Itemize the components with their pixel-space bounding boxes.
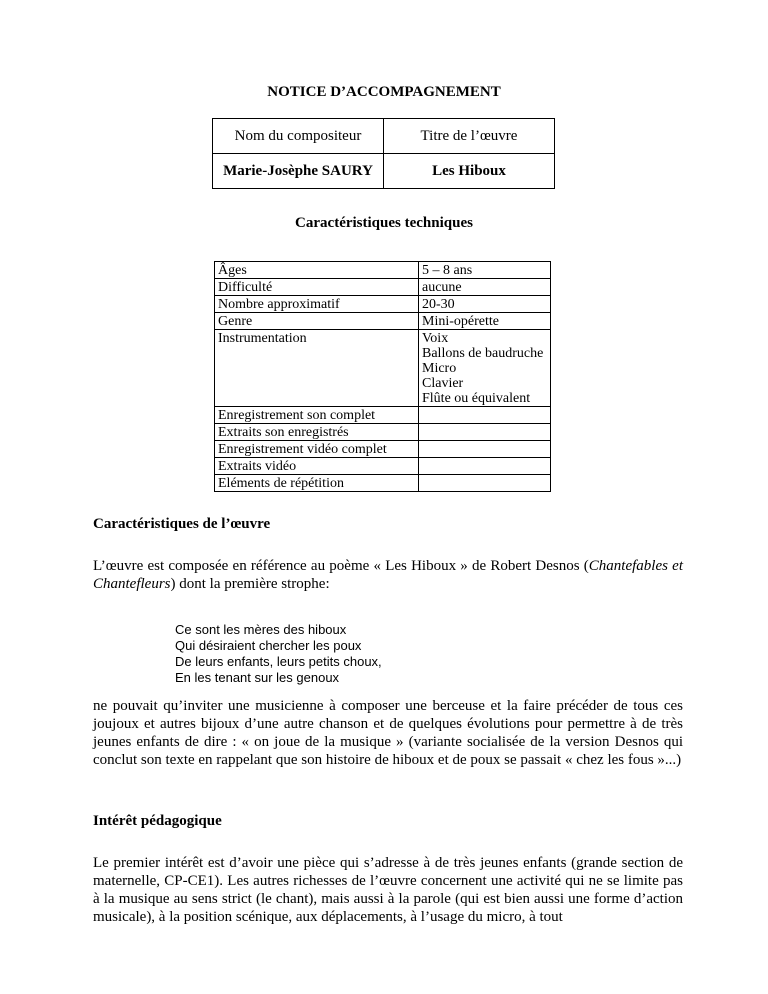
tech-value-instruments (419, 330, 551, 407)
tech-label: Extraits son enregistrés (215, 424, 419, 441)
tech-value: Mini-opérette (419, 313, 551, 330)
tech-value (419, 475, 551, 492)
tech-label: Enregistrement vidéo complet (215, 441, 419, 458)
tech-value: 5 – 8 ans (419, 262, 551, 279)
instrument-line: Voix (422, 331, 449, 346)
composer-name: Marie-Josèphe SAURY (213, 154, 384, 189)
instrument-line: Flûte ou équivalent (422, 391, 531, 406)
tech-value (419, 424, 551, 441)
poem-line: Ce sont les mères des hiboux (175, 622, 347, 637)
table-row (215, 424, 551, 441)
intro-text-b: ) dont la première strophe: (170, 576, 330, 592)
instrument-line: Ballons de baudruche (422, 346, 544, 361)
tech-label: Extraits vidéo (215, 458, 419, 475)
tech-label: Difficulté (215, 279, 419, 296)
tech-heading: Caractéristiques techniques (295, 215, 473, 231)
tech-table (214, 261, 551, 492)
tech-value (419, 441, 551, 458)
tech-value: aucune (419, 279, 551, 296)
table-row (215, 441, 551, 458)
poem-line: De leurs enfants, leurs petits choux, (175, 654, 382, 669)
table-row (215, 262, 551, 279)
section-heading-pedagogy: Intérêt pédagogique (93, 813, 222, 829)
instrument-line: Micro (422, 361, 457, 376)
table-row (215, 330, 551, 407)
tech-label: Enregistrement son complet (215, 407, 419, 424)
tech-value (419, 407, 551, 424)
tech-label: Âges (215, 262, 419, 279)
composer-label: Nom du compositeur (213, 119, 384, 154)
table-row (215, 458, 551, 475)
work-title-label: Titre de l’œuvre (384, 119, 555, 154)
intro-book-title: Chantefables et Chantefleurs (93, 558, 683, 592)
tech-label: Eléments de répétition (215, 475, 419, 492)
work-title: Les Hiboux (384, 154, 555, 189)
tech-value: 20-30 (419, 296, 551, 313)
poem-line: Qui désiraient chercher les poux (175, 638, 362, 653)
composer-work-table (212, 118, 555, 189)
section-heading-work: Caractéristiques de l’œuvre (93, 516, 271, 532)
page-title: NOTICE D’ACCOMPAGNEMENT (267, 84, 501, 100)
tech-label: Nombre approximatif (215, 296, 419, 313)
table-row (215, 475, 551, 492)
instrumentation-label: Instrumentation (218, 331, 307, 346)
tech-value (419, 458, 551, 475)
table-row (215, 279, 551, 296)
intro-text-a: L’œuvre est composée en référence au poème « Les Hiboux » de Robert Desnos ( (93, 558, 589, 574)
section-pedagogy-body: Le premier intérêt est d’avoir une pièce qui s’adresse à de très jeunes enfants (grande section de maternelle, CP-CE1). Les autres richesses de l’œuvre concernent une activité qui ne se limite pas à la musique au sens strict (le chant), mais aussi à la parole (qui est bien aussi une forme d’action musicale), à la position scénique, aux déplacements, à l’usage du micro, à tout (93, 855, 683, 925)
table-row (215, 296, 551, 313)
section-work-intro (93, 557, 683, 593)
instrument-line: Clavier (422, 376, 464, 391)
poem-stanza (175, 622, 382, 686)
section-work-body: ne pouvait qu’inviter une musicienne à composer une berceuse et la faire précéder de tous ces joujoux et autres bijoux d’une autre chanson et de quelques évolutions pour permettre à de très jeunes enfants de dire : « on joue de la musique » (variante socialisée de la version Desnos qui conclut son texte en rappelant que son histoire de hiboux et de poux se passait « chez les fous »...) (93, 698, 683, 768)
table-row (215, 313, 551, 330)
table-row (215, 407, 551, 424)
tech-label (215, 330, 419, 407)
poem-line: En les tenant sur les genoux (175, 670, 340, 685)
tech-label: Genre (215, 313, 419, 330)
